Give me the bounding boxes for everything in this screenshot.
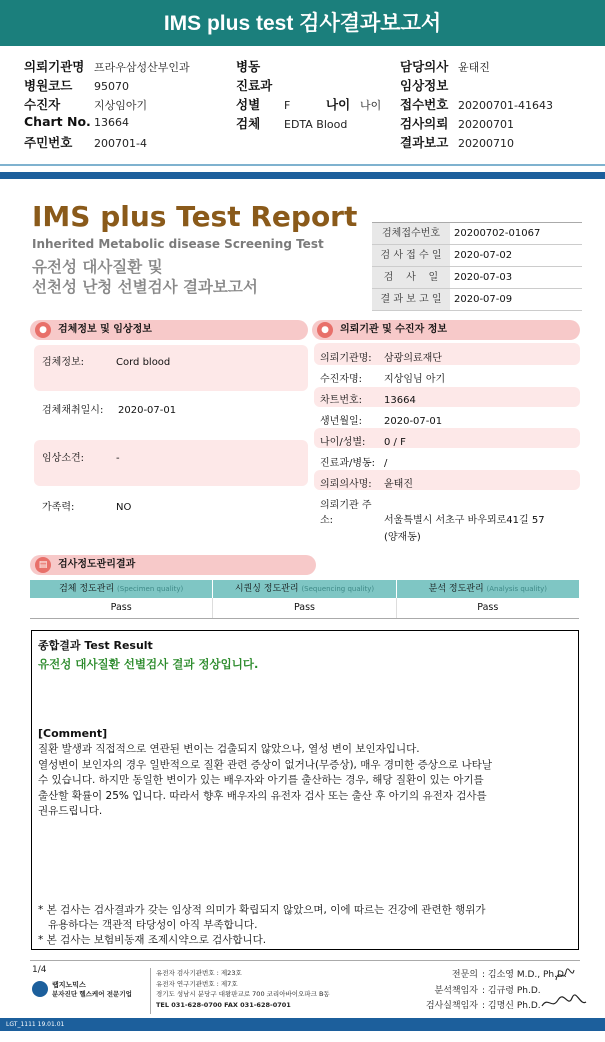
client-value: 13664	[384, 395, 416, 406]
footer-line: TEL 031-628-0700 FAX 031-628-0701	[156, 1000, 291, 1009]
header-label: 병원코드	[24, 78, 73, 93]
quality-col-en: (Sequencing quality)	[301, 585, 375, 593]
client-row	[320, 433, 406, 448]
comment-line: 질환 발생과 직접적으로 연관된 변이는 검출되지 않았으나, 열성 변이 보인자입니다.	[38, 743, 420, 755]
quality-value-row	[30, 598, 579, 619]
signature-icon	[552, 966, 576, 984]
header-value: 20200701-41643	[458, 99, 553, 112]
client-label: 수진자명:	[320, 374, 363, 385]
client-heading: 의뢰기관 및 수진자 정보	[340, 324, 448, 335]
comment-line: 권유드립니다.	[38, 805, 103, 817]
signer-name: : 김명신 Ph.D.	[482, 1001, 541, 1011]
quality-col-en: (Analysis quality)	[486, 585, 548, 593]
header-label: Chart No.	[24, 114, 91, 129]
footer-bar	[0, 1018, 605, 1031]
notes	[38, 903, 573, 948]
sample-value: Cord blood	[116, 357, 171, 368]
header-label: 주민번호	[24, 135, 73, 150]
header-value: 윤태진	[458, 61, 490, 74]
client-value: 지상임님 아기	[384, 374, 446, 385]
sample-heading-pill	[30, 320, 308, 340]
lock-icon: ●	[35, 322, 51, 338]
sample-label: 검체채취일시:	[42, 405, 104, 416]
address-line1: 서울특별시 서초구 바우뫼로41길 57	[384, 515, 545, 526]
divider-thin	[0, 164, 605, 166]
sample-heading: 검체정보 및 임상정보	[58, 324, 152, 335]
header-label: 병동	[236, 59, 261, 74]
comment-text	[38, 742, 573, 820]
sample-value: 2020-07-01	[118, 405, 177, 416]
client-value: 삼광의료재단	[384, 353, 442, 364]
signature-icon	[540, 992, 588, 1012]
signer-row	[412, 968, 567, 984]
footer-line: 경기도 성남시 분당구 대왕판교로 700 코리아바이오파크 B동	[156, 990, 330, 998]
header-label: 성별	[236, 97, 261, 112]
report-korean-line2: 선천성 난청 선별검사 결과보고서	[32, 278, 258, 296]
header-value: 13664	[94, 116, 129, 129]
header-col3	[400, 57, 600, 152]
report-info-table	[372, 222, 582, 311]
lock-icon: ●	[317, 322, 333, 338]
address-label: 의뢰기관 주소:	[320, 500, 372, 526]
header-value: 20200710	[458, 137, 514, 150]
sample-row	[42, 353, 170, 368]
signer-role: 검사실책임자	[425, 1001, 478, 1011]
client-label: 차트번호:	[320, 395, 363, 406]
sample-label: 검체정보:	[42, 357, 85, 368]
comment-line: 열성변이 보인자의 경우 일반적으로 질환 관련 증상이 없거나(무증상), 매우 경미한 증상으로 나타날	[38, 758, 492, 771]
footer-line: 유전자 연구기관번호 : 제7호	[156, 979, 238, 988]
client-label: 의뢰기관명:	[320, 353, 372, 364]
document-icon: ▤	[35, 557, 51, 573]
signer-role: 분석책임자	[434, 985, 478, 996]
quality-value: Pass	[213, 598, 396, 618]
header-label: 결과보고	[400, 135, 449, 150]
client-row	[320, 391, 416, 406]
client-value: /	[384, 458, 388, 469]
quality-col-label: 시퀀싱 정도관리	[234, 584, 299, 594]
header-value: F	[284, 99, 291, 112]
sample-row	[42, 449, 120, 464]
report-title: IMS plus Test Report	[32, 200, 358, 233]
header-label: 검사의뢰	[400, 116, 449, 131]
quality-col-en: (Specimen quality)	[117, 585, 184, 593]
client-section	[312, 320, 580, 340]
quality-col-label: 분석 정도관리	[428, 584, 484, 594]
client-address	[320, 496, 580, 543]
client-row	[320, 475, 413, 490]
client-heading-pill	[312, 320, 580, 340]
header-value: 200701-4	[94, 137, 147, 150]
sample-label: 임상소견:	[42, 453, 85, 464]
info-label: 검 사 접 수 일	[372, 245, 450, 266]
header-label: 검체	[236, 116, 261, 131]
header-value: 95070	[94, 80, 129, 93]
form-code: LGT_1111 19.01.01	[6, 1021, 65, 1028]
footer-lines	[156, 968, 330, 1010]
note-line: * 본 검사는 보험비동재 조제시약으로 검사합니다.	[38, 934, 267, 946]
divider-blue	[0, 172, 605, 179]
company-name: 랩지노믹스	[52, 981, 86, 989]
result-heading: 종합결과 Test Result	[38, 639, 153, 652]
quality-heading-pill	[30, 555, 316, 575]
age-value: 나이	[360, 99, 382, 112]
footer-line: 유전자 검사기관번호 : 제23호	[156, 969, 242, 977]
report-korean-line1: 유전성 대사질환 및	[32, 258, 163, 276]
quality-col	[213, 580, 396, 598]
company-logo	[32, 981, 48, 997]
signer-name: : 김소영 M.D., Ph.D.	[482, 970, 567, 980]
sample-label: 가족력:	[42, 502, 75, 513]
note-line: * 본 검사는 검사결과가 갖는 임상적 의미가 확립되지 않았으며, 이에 따르는 건강에 관련한 행위가	[38, 904, 486, 916]
header-value: 지상임아기	[94, 99, 148, 112]
header-label: 의뢰기관명	[24, 59, 85, 74]
note-line: 유용하다는 객관적 타당성이 아직 부족합니다.	[48, 919, 258, 931]
quality-col-label: 검체 정도관리	[59, 584, 115, 594]
header-label: 접수번호	[400, 97, 449, 112]
footer-vline	[150, 968, 151, 1014]
quality-col	[397, 580, 579, 598]
quality-table	[30, 580, 579, 619]
client-row	[320, 349, 442, 364]
header-label: 임상정보	[400, 78, 449, 93]
header-label: 진료과	[236, 78, 273, 93]
info-value: 2020-07-03	[454, 272, 513, 283]
page-number: 1/4	[32, 965, 47, 975]
client-label: 의뢰의사명:	[320, 479, 372, 490]
sample-value: -	[116, 453, 120, 464]
client-value: 윤태진	[384, 479, 413, 490]
quality-value: Pass	[30, 598, 213, 618]
header-value: EDTA Blood	[284, 118, 348, 131]
info-label: 검체접수번호	[372, 223, 450, 244]
comment-label: [Comment]	[38, 727, 108, 740]
footer-rule	[30, 960, 580, 961]
result-box	[31, 630, 579, 950]
signer-role: 전문의	[451, 970, 478, 980]
quality-heading-wrap	[30, 555, 316, 575]
header-label: 담당의사	[400, 59, 449, 74]
comment-line: 출산할 확률이 25% 입니다. 따라서 향후 배우자의 유전자 검사 또는 출산 후 아기의 유전자 검사를	[38, 789, 487, 802]
quality-header-row	[30, 580, 579, 598]
result-summary: 유전성 대사질환 선별검사 결과 정상입니다.	[38, 657, 259, 671]
sample-row	[42, 401, 176, 416]
company-tagline: 분자진단 헬스케어 전문기업	[52, 990, 132, 998]
report-subtitle: Inherited Metabolic disease Screening Test	[32, 237, 324, 251]
client-value: 0 / F	[384, 437, 406, 448]
client-label: 진료과/병동:	[320, 458, 376, 469]
signer-name: : 김규령 Ph.D.	[482, 985, 541, 996]
age-label: 나이	[326, 97, 351, 112]
info-value: 2020-07-09	[454, 294, 513, 305]
client-label: 생년월일:	[320, 416, 363, 427]
header-value: 프라우삼성산부인과	[94, 61, 190, 74]
quality-value: Pass	[477, 602, 499, 613]
address-line2: (양재동)	[384, 532, 421, 543]
header-label: 수진자	[24, 97, 61, 112]
info-label: 결 과 보 고 일	[372, 289, 450, 310]
header-age	[326, 95, 381, 113]
client-row	[320, 370, 445, 385]
info-value: 20200702-01067	[454, 228, 541, 239]
sample-row	[42, 498, 131, 513]
client-row	[320, 454, 387, 469]
info-label: 검 사 일	[372, 267, 450, 288]
header-value: 20200701	[458, 118, 514, 131]
client-row	[320, 412, 442, 427]
header-col1	[24, 57, 224, 152]
quality-heading: 검사정도관리결과	[58, 559, 136, 570]
sample-box-1	[34, 345, 308, 391]
client-value: 2020-07-01	[384, 416, 443, 427]
comment-line: 수 있습니다. 하지만 동일한 변이가 있는 배우자와 아기를 출산하는 경우, 해당 질환이 있는 아기를	[38, 774, 484, 786]
top-title: IMS plus test 검사결과보고서	[0, 0, 605, 46]
info-value: 2020-07-02	[454, 250, 513, 261]
sample-value: NO	[116, 502, 132, 513]
client-label: 나이/성별:	[320, 437, 366, 448]
quality-col	[30, 580, 213, 598]
